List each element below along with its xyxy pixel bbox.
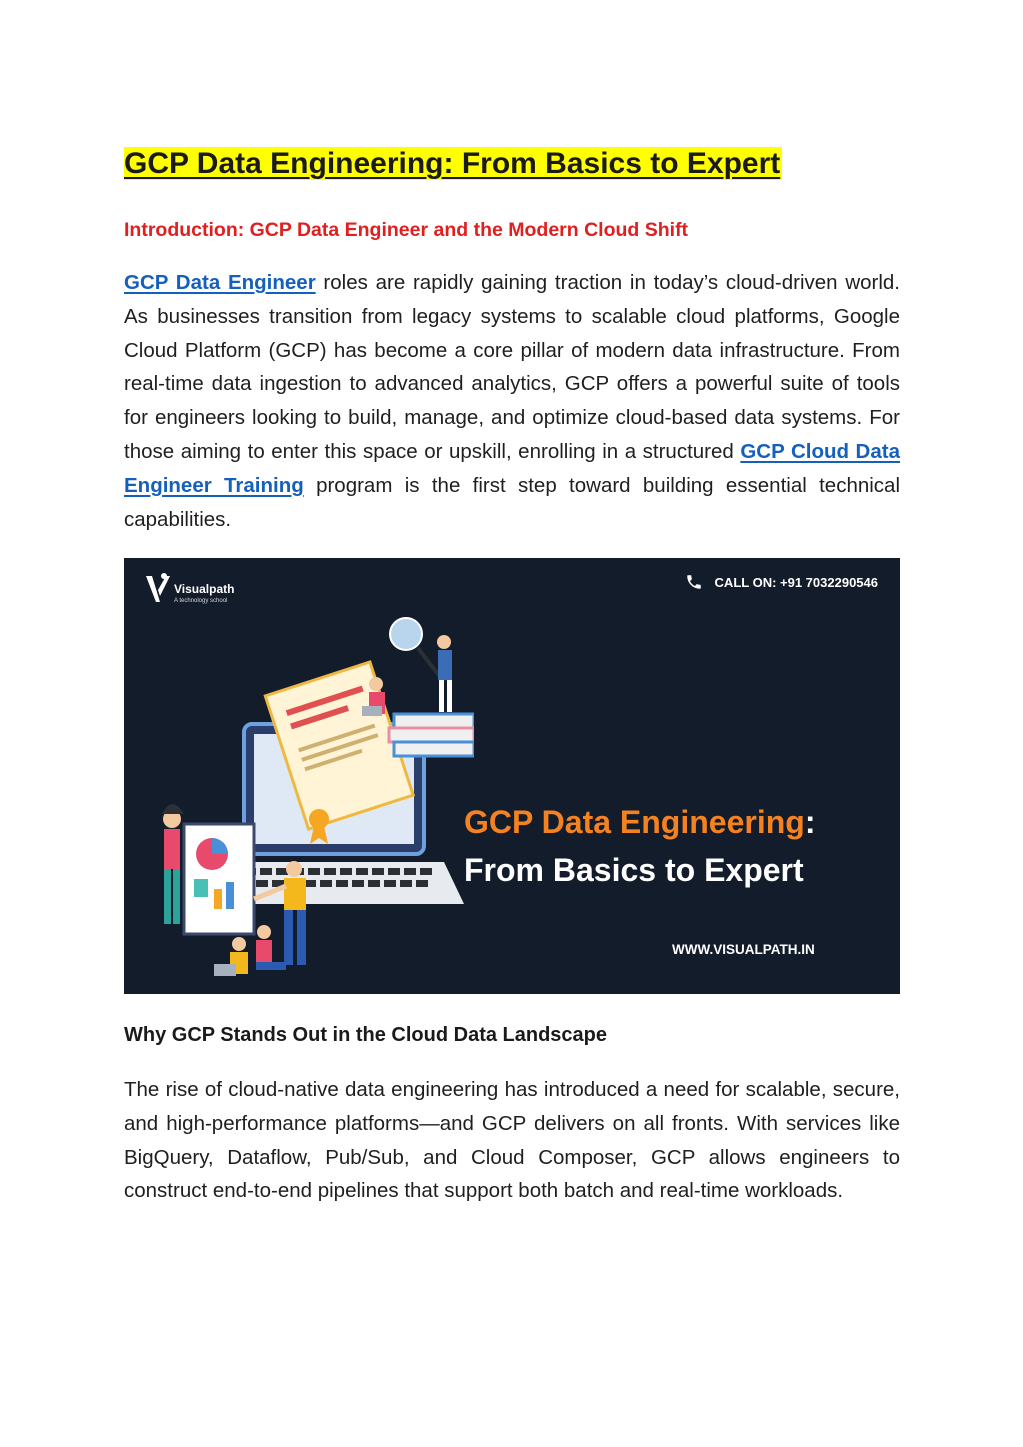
section-paragraph: The rise of cloud-native data engineering has introduced a need for scalable, secure, and high-performance platforms—and GCP delivers on all fronts. With services like BigQuery, Dataflow, Pub/Sub, and Cloud Composer, GCP allows engineers to construct end-to-end pipelines that support both batch and real-time workloads. (124, 1078, 900, 1203)
gcp-data-engineer-link[interactable]: GCP Data Engineer (124, 271, 316, 294)
banner-heading-colon: : (804, 804, 816, 840)
gcp-training-link[interactable]: GCP Cloud Data Engineer Training (124, 439, 900, 497)
promo-banner (124, 558, 900, 994)
intro-text-part2: program is the first step toward building essential technical capabilities. (124, 473, 901, 531)
intro-text-part1: roles are rapidly gaining traction in today’s cloud-driven world. As businesses transition from legacy systems to scalable cloud platforms, Google Cloud Platform (GCP) has become a core pillar of modern data infrastructure. From real-time data ingestion to advanced analytics, GCP offers a powerful suite of tools for engineers looking to build, manage, and optimize cloud-based data systems. For those aiming to enter this space or upskill, enrolling in a structured (124, 271, 901, 463)
intro-heading: Introduction: GCP Data Engineer and the Modern Cloud Shift (124, 219, 689, 241)
page-title: GCP Data Engineering: From Basics to Expert (124, 147, 781, 180)
call-info (685, 570, 878, 594)
engineering-illustration (144, 614, 474, 984)
phone-icon (685, 573, 703, 591)
section-heading: Why GCP Stands Out in the Cloud Data Landscape (124, 1024, 608, 1046)
banner-heading (464, 798, 884, 894)
visualpath-logo-icon (144, 572, 172, 606)
visualpath-logo (144, 572, 264, 612)
logo-tagline: A technology school (174, 598, 228, 604)
intro-paragraph (124, 266, 900, 536)
call-number: CALL ON: +91 7032290546 (714, 574, 878, 590)
banner-heading-rest: From Basics to Expert (464, 852, 804, 888)
logo-name: Visualpath (174, 582, 235, 596)
banner-website: WWW.VISUALPATH.IN (672, 942, 815, 957)
banner-heading-highlight: GCP Data Engineering (464, 804, 805, 840)
